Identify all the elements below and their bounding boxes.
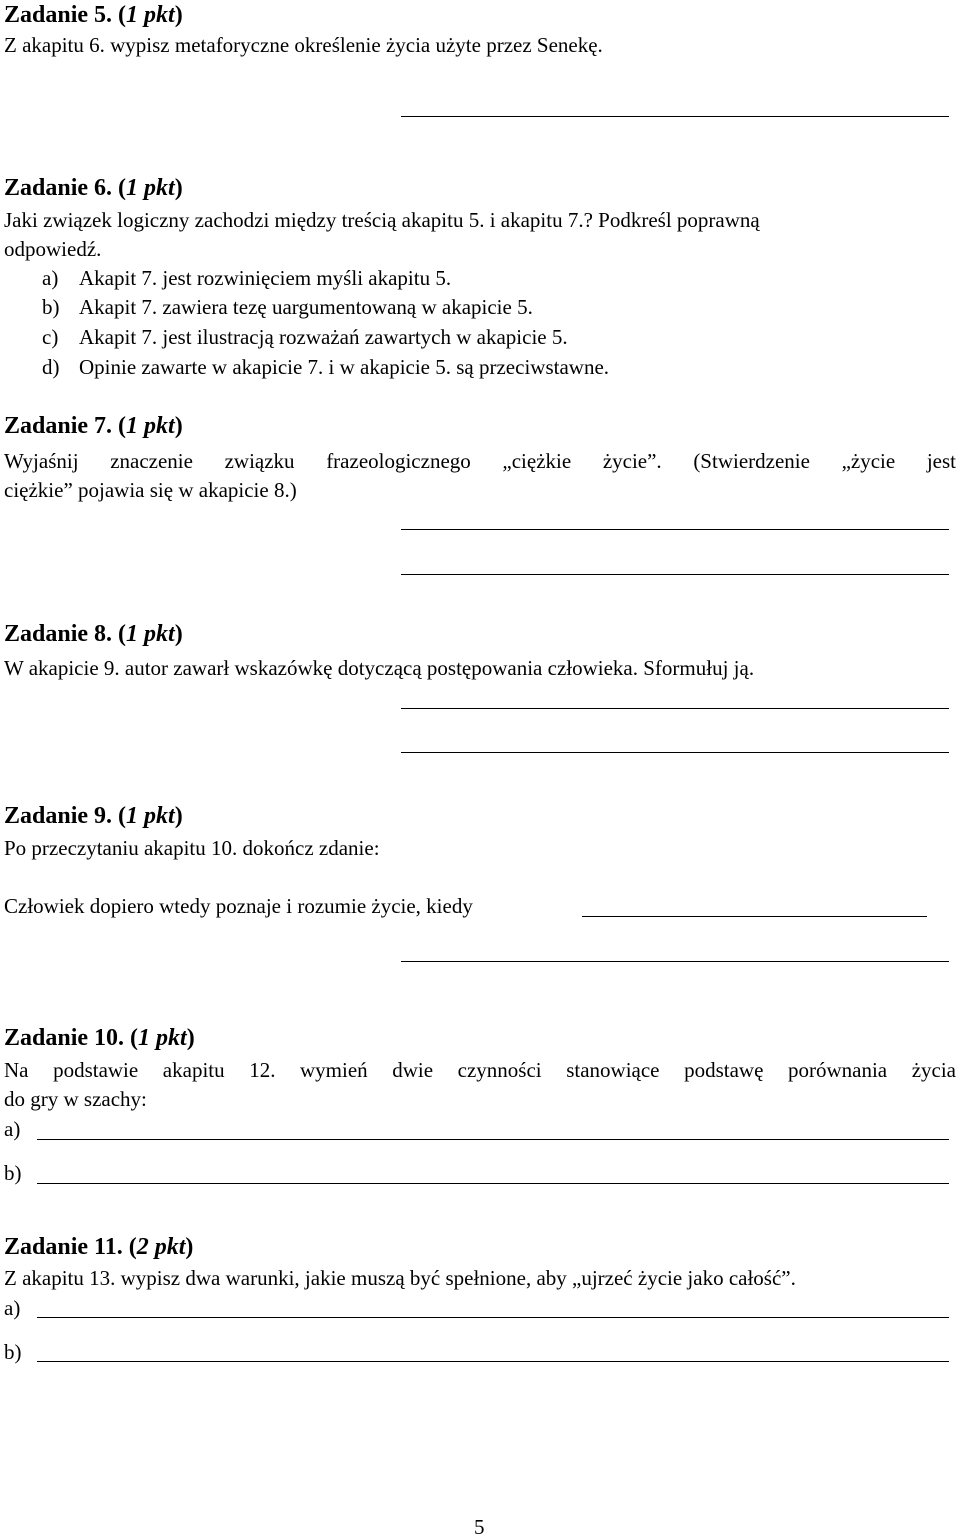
task-5-title: Zadanie 5. [4,2,113,28]
task-10-title: Zadanie 10. [4,1025,125,1051]
task-11-title: Zadanie 11. [4,1234,123,1260]
option-text: Opinie zawarte w akapicie 7. i w akapicie 5. są przeciwstawne. [79,355,610,379]
option-text: Akapit 7. jest rozwinięciem myśli akapitu 5. [79,266,452,290]
task-7-instruction-line1: Wyjaśnij znaczenie związku frazeologicznego „ciężkie życie”. (Stwierdzenie „życie jest [4,449,956,473]
answer-line-a[interactable] [37,1139,949,1140]
task-10-instruction-line2: do gry w szachy: [4,1087,147,1111]
task-9-points: 1 pkt [126,803,175,829]
answer-line[interactable] [401,752,949,753]
task-6-instruction-line2: odpowiedź. [4,237,102,261]
task-5-heading: Zadanie 5. (1 pkt) [4,2,183,28]
option-letter: b) [42,295,60,319]
option-letter: c) [42,325,59,349]
task-8-title: Zadanie 8. [4,621,113,647]
task-5-instruction: Z akapitu 6. wypisz metaforyczne określenie życia użyte przez Senekę. [4,33,603,57]
task-7-title: Zadanie 7. [4,413,113,439]
answer-line[interactable] [401,574,949,575]
answer-line[interactable] [401,529,949,530]
answer-line[interactable] [401,708,949,709]
task-6-title: Zadanie 6. [4,175,113,201]
task-6-instruction-line1: Jaki związek logiczny zachodzi między treścią akapitu 5. i akapitu 7.? Podkreśl poprawną [4,208,760,232]
answer-line[interactable] [582,916,927,917]
answer-line-b[interactable] [37,1183,949,1184]
answer-line-b[interactable] [37,1361,949,1362]
answer-label-a: a) [4,1296,21,1320]
task-6-heading: Zadanie 6. (1 pkt) [4,175,183,201]
option-d[interactable] [42,354,609,380]
task-7-points: 1 pkt [126,413,175,439]
task-5-points: 1 pkt [126,2,175,28]
task-6-points: 1 pkt [126,175,175,201]
option-c[interactable] [42,324,568,350]
answer-line-a[interactable] [37,1317,949,1318]
task-8-heading: Zadanie 8. (1 pkt) [4,621,183,647]
option-letter: a) [42,266,59,290]
task-7-instruction-line2: ciężkie” pojawia się w akapicie 8.) [4,478,297,502]
task-10-heading: Zadanie 10. (1 pkt) [4,1025,195,1051]
answer-line[interactable] [401,116,949,117]
answer-label-b: b) [4,1161,22,1185]
option-b[interactable] [42,294,533,320]
option-letter: d) [42,355,60,379]
answer-line[interactable] [401,961,949,962]
task-11-instruction: Z akapitu 13. wypisz dwa warunki, jakie muszą być spełnione, aby „ujrzeć życie jako całość”. [4,1266,796,1290]
option-a[interactable] [42,265,451,291]
option-text: Akapit 7. jest ilustracją rozważań zawartych w akapicie 5. [79,325,568,349]
task-9-heading: Zadanie 9. (1 pkt) [4,803,183,829]
task-10-points: 1 pkt [138,1025,187,1051]
task-11-heading: Zadanie 11. (2 pkt) [4,1234,194,1260]
task-9-title: Zadanie 9. [4,803,113,829]
task-8-instruction: W akapicie 9. autor zawarł wskazówkę dotyczącą postępowania człowieka. Sformułuj ją. [4,656,755,680]
answer-label-b: b) [4,1340,22,1364]
option-text: Akapit 7. zawiera tezę uargumentowaną w akapicie 5. [79,295,533,319]
page-number: 5 [474,1515,485,1539]
task-11-points: 2 pkt [136,1234,186,1260]
task-9-sentence-start: Człowiek dopiero wtedy poznaje i rozumie życie, kiedy [4,894,473,918]
task-7-heading: Zadanie 7. (1 pkt) [4,413,183,439]
task-10-instruction-line1: Na podstawie akapitu 12. wymień dwie czynności stanowiące podstawę porównania życia [4,1058,956,1082]
task-9-instruction: Po przeczytaniu akapitu 10. dokończ zdanie: [4,836,380,860]
answer-label-a: a) [4,1117,21,1141]
task-8-points: 1 pkt [126,621,175,647]
